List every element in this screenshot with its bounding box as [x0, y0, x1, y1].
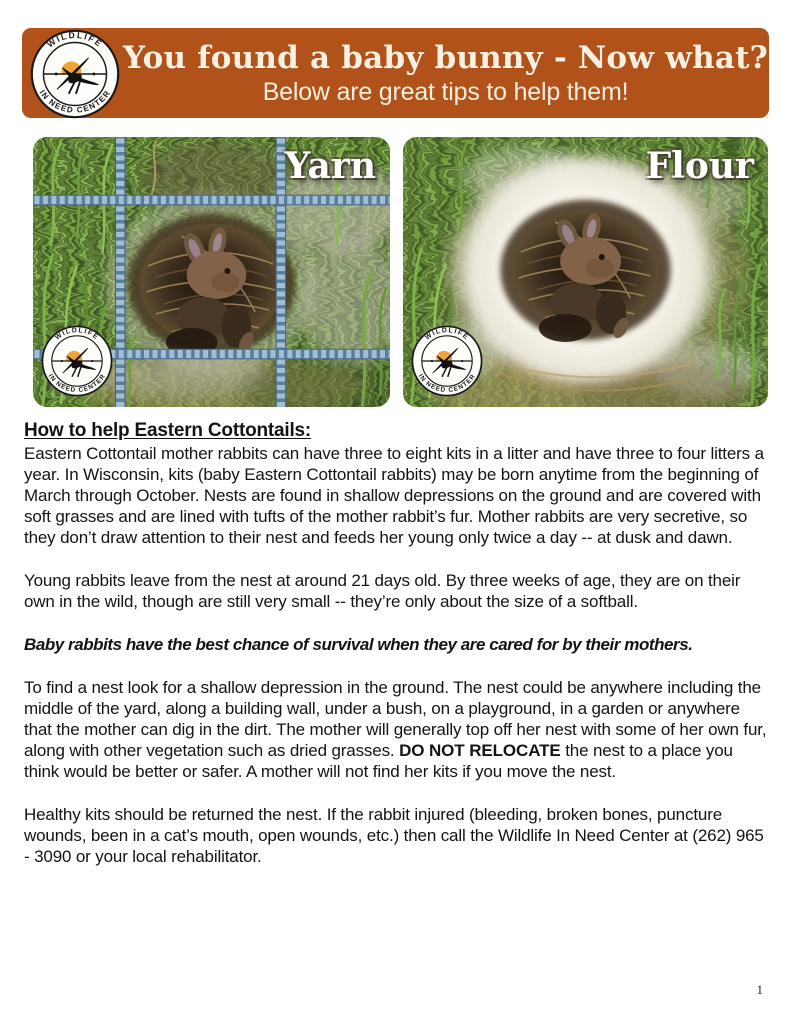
do-not-relocate-warning: DO NOT RELOCATE: [399, 741, 561, 760]
winc-logo-icon: [41, 325, 113, 397]
paragraph-leaving-nest: Young rabbits leave from the nest at around 21 days old. By three weeks of age, they are on their own in the wild, though are still very small -- they’re only about the size of a softball.: [24, 571, 741, 611]
photo-label-yarn: Yarn: [284, 145, 376, 187]
page-number: 1: [756, 982, 763, 997]
photo-nest-flour: [403, 137, 768, 407]
winc-logo-icon: [30, 29, 120, 119]
paragraph-injured-contact: Healthy kits should be returned the nest. If the rabbit injured (bleeding, broken bones, puncture wounds, been in a cat’s mouth, open wounds, etc.) then call the Wildlife In Need Center at (262) 965 - 3090 or your local rehabilitator.: [24, 805, 764, 866]
find-nest-text-after: the nest to a place you think would be better or safer. A mother will not find her kits if you move the nest.: [24, 741, 733, 781]
paragraph-litters: Eastern Cottontail mother rabbits can have three to eight kits in a litter and have three to four litters a year. In Wisconsin, kits (baby Eastern Cottontail rabbits) may be born anytime from the beginning of March through October. Nests are found in shallow depressions on the ground and are covered with soft grasses and are lined with tufts of the mother rabbit’s fur. Mother rabbits are very secretive, so they don’t draw attention to their nest and feeds her young only twice a day -- at dusk and dawn.: [24, 444, 764, 547]
photo-label-flour: Flour: [645, 145, 754, 187]
page-title: You found a baby bunny - Now what?: [123, 39, 768, 76]
article-heading: How to help Eastern Cottontails:: [24, 420, 312, 441]
header-text-block: [122, 28, 769, 118]
photo-row: [33, 137, 768, 407]
photo-nest-yarn: [33, 137, 390, 407]
paragraph-find-nest: [24, 677, 768, 782]
header-banner: [22, 28, 769, 118]
paragraph-emphasis: Baby rabbits have the best chance of survival when they are cared for by their mothers.: [24, 635, 693, 654]
winc-logo-icon: [411, 325, 483, 397]
article-body: [24, 420, 768, 889]
page-subtitle: Below are great tips to help them!: [262, 77, 629, 106]
find-nest-text: To find a nest look for a shallow depression in the ground. The nest could be anywhere including the middle of the yard, along a building wall, under a bush, on a playground, in a garden or anywhere that the mother can dig in the dirt. The mother will generally top off her nest with some of her own fur, along with other vegetation such as dried grasses.: [24, 678, 767, 760]
